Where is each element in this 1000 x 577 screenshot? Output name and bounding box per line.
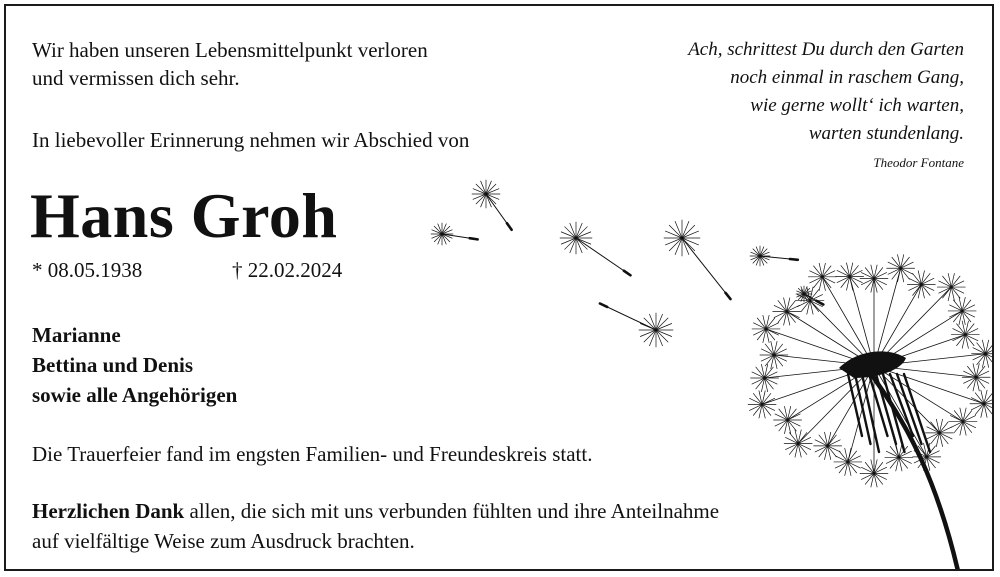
poem-line: Ach, schrittest Du durch den Garten <box>688 39 964 60</box>
birth-date: * 08.05.1938 <box>32 258 143 282</box>
dandelion-seed <box>431 223 478 245</box>
dandelion-seed <box>750 246 798 266</box>
thanks-text <box>32 496 719 556</box>
intro-text <box>32 36 428 92</box>
dandelion-seed <box>600 304 673 347</box>
family-line: Bettina und Denis <box>32 353 194 377</box>
dandelion-seed <box>560 222 630 275</box>
family-line: Marianne <box>32 323 121 347</box>
dandelion-seed <box>472 180 512 230</box>
deceased-name: Hans Groh <box>30 180 338 251</box>
farewell-line: In liebevoller Erinnerung nehmen wir Abschied von <box>32 128 470 152</box>
family-line: sowie alle Angehörigen <box>32 383 238 407</box>
thanks-line2: auf vielfältige Weise zum Ausdruck brachten. <box>32 529 415 553</box>
poem <box>688 36 964 148</box>
thanks-bold: Herzlichen Dank <box>32 499 185 523</box>
poem-author: Theodor Fontane <box>873 155 964 170</box>
death-date: † 22.02.2024 <box>232 258 343 282</box>
poem-line: warten stundenlang. <box>808 123 964 144</box>
thanks-line1: allen, die sich mit uns verbunden fühlten und ihre Anteilnahme <box>184 499 720 523</box>
poem-line: wie gerne wollt‘ ich warten, <box>750 95 964 116</box>
intro-line: und vermissen dich sehr. <box>32 66 240 90</box>
ceremony-line: Die Trauerfeier fand im engsten Familien- und Freundeskreis statt. <box>32 442 593 466</box>
poem-line: noch einmal in raschem Gang, <box>730 67 964 88</box>
dandelion-seed <box>664 220 730 299</box>
intro-line: Wir haben unseren Lebensmittelpunkt verloren <box>32 38 428 62</box>
obituary-card <box>4 4 994 571</box>
family-signature <box>32 320 237 410</box>
